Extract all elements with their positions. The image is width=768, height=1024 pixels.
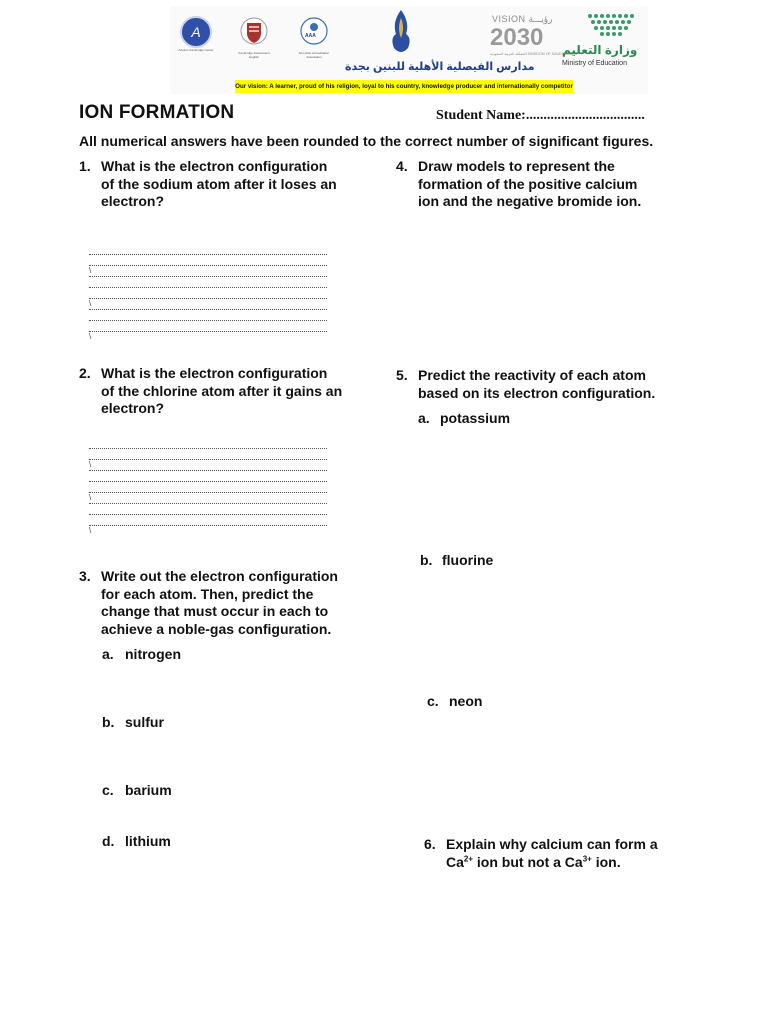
aaa-logo-letters: AAA bbox=[305, 33, 316, 39]
question-text-line: Explain why calcium can form a bbox=[446, 836, 658, 852]
question-text-line: Predict the reactivity of each atom bbox=[418, 367, 646, 383]
advanc-logo-caption: Advanc Cambridge Center bbox=[178, 48, 214, 52]
question-3d: d. lithium bbox=[102, 833, 171, 849]
question-number: 4. bbox=[396, 158, 408, 174]
question-text-line: formation of the positive calcium bbox=[418, 175, 638, 192]
cambridge-crest-icon bbox=[234, 16, 274, 46]
question-text-line: $Ca^{2+}$ ion but not a $Ca^{3+}$ ion. bbox=[446, 853, 621, 870]
cambridge-logo-caption: Cambridge Assessment English bbox=[238, 51, 270, 59]
question-text-line: electron? bbox=[101, 193, 165, 209]
cambridge-logo bbox=[234, 16, 274, 59]
vision-label: VISION رؤيـــة bbox=[492, 14, 553, 24]
question-number: 2. bbox=[79, 365, 91, 381]
question-3b: b. sulfur bbox=[102, 714, 164, 730]
aaa-logo bbox=[294, 16, 334, 59]
question-5a: a. potassium bbox=[418, 410, 511, 426]
advanc-logo-icon: A bbox=[180, 16, 212, 48]
question-text-line: What is the electron configuration bbox=[101, 158, 328, 174]
question-6 bbox=[424, 836, 724, 874]
question-text-line: of the chlorine atom after it gains an bbox=[101, 382, 343, 399]
moe-dots-icon bbox=[586, 12, 640, 40]
question-text-line: What is the electron configuration bbox=[101, 365, 328, 381]
moe-name-ar: وزارة التعليم bbox=[562, 43, 638, 57]
question-number: 6. bbox=[424, 836, 436, 852]
question-text-line: Write out the electron configuration bbox=[101, 568, 338, 584]
instructions-text: All numerical answers have been rounded to the correct number of significant figures. bbox=[79, 133, 654, 149]
question-3 bbox=[79, 568, 379, 640]
question-text-line: Draw models to represent the bbox=[418, 158, 615, 174]
question-number: 1. bbox=[79, 158, 91, 174]
aaa-badge-icon bbox=[294, 16, 334, 46]
aaa-logo-caption: American Accreditation Association bbox=[298, 51, 330, 59]
question-number: 3. bbox=[79, 568, 91, 584]
question-text-line: electron? bbox=[101, 400, 165, 416]
answer-lines-q1[interactable]: \ \ \ bbox=[89, 246, 329, 346]
question-3a: a. nitrogen bbox=[102, 646, 181, 662]
question-5c: c. neon bbox=[427, 693, 483, 709]
school-calligraphy-emblem-icon bbox=[384, 8, 418, 58]
school-emblem bbox=[384, 8, 418, 63]
moe-name-en: Ministry of Education bbox=[562, 60, 627, 67]
question-1 bbox=[79, 158, 369, 214]
vision-2030-logo: 2030 bbox=[490, 24, 544, 51]
student-name-field[interactable]: Student Name:.................................. bbox=[436, 108, 645, 123]
question-text-line: for each atom. Then, predict the bbox=[101, 585, 314, 602]
question-3c: c. barium bbox=[102, 782, 172, 798]
advanc-logo bbox=[176, 16, 216, 52]
vision-subtitle: المملكة العربية السعودية KINGDOM OF SAUDI ARABIA bbox=[490, 52, 577, 56]
school-name-ar: مدارس الفيصلية الأهلية للبنين بجدة bbox=[345, 61, 535, 73]
question-4 bbox=[396, 158, 686, 214]
question-2 bbox=[79, 365, 369, 421]
moe-logo bbox=[586, 12, 640, 45]
question-5 bbox=[396, 367, 686, 405]
vision-statement-banner: Our vision: A learner, proud of his religion, loyal to his country, knowledge producer and internationally competitor bbox=[235, 80, 573, 93]
question-text-line: of the sodium atom after it loses an bbox=[101, 175, 337, 192]
answer-lines-q2[interactable]: \ \ \ bbox=[89, 440, 329, 540]
question-number: 5. bbox=[396, 367, 408, 383]
question-5b: b. fluorine bbox=[420, 552, 494, 568]
question-text-line: ion and the negative bromide ion. bbox=[418, 193, 642, 209]
question-text-line: based on its electron configuration. bbox=[418, 384, 656, 401]
page-title: ION FORMATION bbox=[79, 102, 235, 123]
question-text-line: achieve a noble-gas configuration. bbox=[101, 620, 332, 637]
question-text-line: change that must occur in each to bbox=[101, 603, 329, 619]
